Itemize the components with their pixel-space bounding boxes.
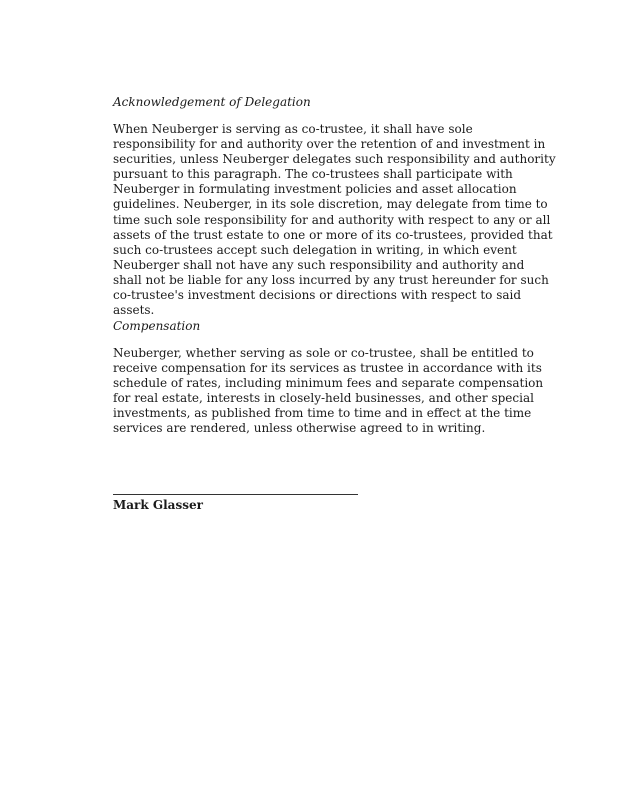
text-line: Neuberger, whether serving as sole or co-trustee, shall be entitled to [113,346,534,360]
text-line: When Neuberger is serving as co-trustee, it shall have sole [113,122,473,136]
paragraph-compensation [113,346,544,437]
section-heading-acknowledgement: Acknowledgement of Delegation [113,95,311,109]
text-line: securities, unless Neuberger delegates such responsibility and authority [113,152,556,167]
text-line: such co-trustees accept such delegation in writing, in which event [113,242,517,257]
text-line: schedule of rates, including minimum fees and separate compensation [113,376,544,391]
text-line: pursuant to this paragraph. The co-trustees shall participate with [113,167,513,182]
text-line: assets. [113,303,155,318]
text-line: investments, as published from time to time and in effect at the time [113,406,532,421]
text-line: for real estate, interests in closely-held businesses, and other special [113,391,534,406]
text-line: services are rendered, unless otherwise agreed to in writing. [113,421,486,436]
signature-line [113,494,358,495]
text-line: guidelines. Neuberger, in its sole discretion, may delegate from time to [113,197,548,212]
text-line: co-trustee's investment decisions or directions with respect to said [113,288,522,303]
paragraph-acknowledgement [113,122,556,318]
text-line: time such sole responsibility for and authority with respect to any or all [113,212,551,227]
text-line: shall not be liable for any loss incurred by any trust hereunder for such [113,272,549,287]
text-line: responsibility for and authority over the retention of and investment in [113,137,546,152]
section-heading-compensation: Compensation [113,319,201,333]
text-line: receive compensation for its services as trustee in accordance with its [113,361,542,376]
text-line: Neuberger in formulating investment policies and asset allocation [113,182,517,197]
text-line: assets of the trust estate to one or more of its co-trustees, provided that [113,227,553,242]
signatory-name: Mark Glasser [113,498,203,512]
text-line: Neuberger shall not have any such responsibility and authority and [113,257,525,272]
